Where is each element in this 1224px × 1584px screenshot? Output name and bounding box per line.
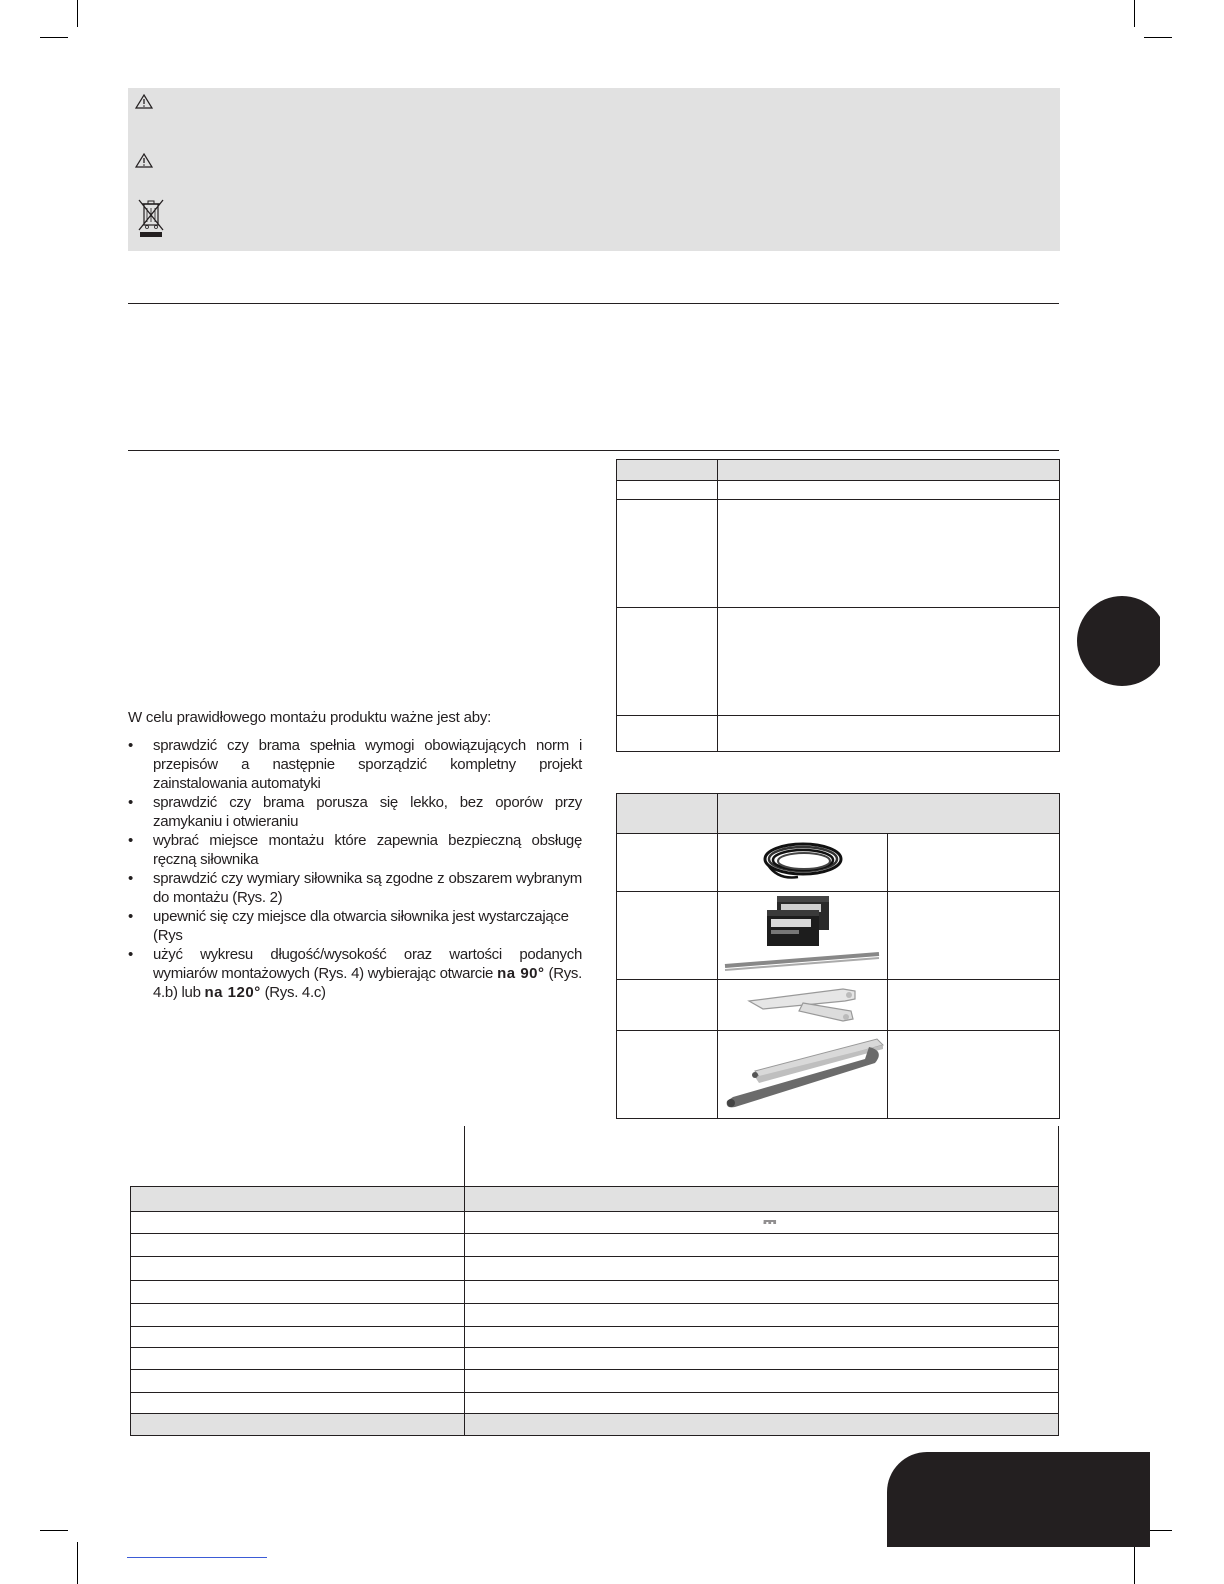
table-cell — [617, 794, 718, 834]
bullet: • — [128, 946, 133, 963]
crop-mark — [1134, 1542, 1135, 1584]
bullet: • — [128, 794, 133, 811]
sliding-arm-image — [719, 1031, 887, 1113]
table-cell — [131, 1370, 465, 1393]
table-cell — [888, 892, 1060, 980]
section-divider — [128, 450, 1059, 451]
table-cell — [617, 716, 718, 752]
table-cell — [718, 481, 1060, 500]
table-cell — [718, 834, 888, 892]
accessories-table — [616, 793, 1060, 1119]
table-cell — [718, 794, 1060, 834]
articulated-arm-image — [743, 981, 863, 1025]
table-cell — [465, 1212, 1059, 1234]
table-cell — [888, 1031, 1060, 1119]
requirements-list — [128, 736, 582, 1002]
bullet: • — [128, 908, 133, 925]
cable-coil-image — [758, 835, 848, 885]
table-cell — [718, 980, 888, 1031]
crop-mark — [77, 0, 78, 27]
page-number-tab — [887, 1452, 1150, 1547]
warning-triangle-icon — [135, 94, 153, 109]
table-cell — [131, 1212, 465, 1234]
section-divider — [128, 303, 1059, 304]
list-item: • wybrać miejsce montażu które zapewnia bezpieczną obsługę ręczną siłownika — [128, 832, 582, 868]
crop-mark — [40, 1530, 68, 1531]
list-item: • upewnić się czy miejsce dla otwarcia siłownika jest wystarczające (Rys — [128, 908, 569, 944]
table-cell — [465, 1187, 1059, 1212]
weee-crossed-bin-icon — [137, 198, 165, 238]
table-cell — [617, 1031, 718, 1119]
table-cell — [888, 834, 1060, 892]
table-cell — [131, 1414, 465, 1436]
table-cell — [617, 980, 718, 1031]
table-cell — [131, 1281, 465, 1304]
warning-triangle-icon — [135, 153, 153, 168]
list-item: • sprawdzić czy wymiary siłownika są zgodne z obszarem wybranym do montażu (Rys. 2) — [128, 870, 582, 906]
list-item: • sprawdzić czy brama porusza się lekko, bez oporów przy zamykaniu i otwieraniu — [128, 794, 582, 830]
table-cell — [888, 980, 1060, 1031]
table-cell — [131, 1257, 465, 1281]
list-item: • sprawdzić czy brama spełnia wymogi obowiązujących norm i przepisów a następnie sporządzić kompletny projekt zainstalowania automatyki — [128, 737, 582, 792]
footer-link[interactable] — [127, 1557, 267, 1558]
list-item: • użyć wykresu długość/wysokość oraz wartości podanych wymiarów montażowych (Rys. 4) wybierając otwarcie na 90° (Rys. 4.b) lub na 120° (Rys. 4.c) — [128, 946, 582, 1001]
table-divider — [464, 1126, 465, 1186]
table-cell — [465, 1281, 1059, 1304]
table-cell — [718, 608, 1060, 716]
table-cell — [718, 500, 1060, 608]
table-cell — [131, 1327, 465, 1348]
crop-mark — [77, 1542, 78, 1584]
warnings-box — [128, 88, 1060, 251]
table-cell — [131, 1304, 465, 1327]
table-cell — [131, 1234, 465, 1257]
table-cell — [617, 481, 718, 500]
battery-kit-image — [719, 892, 887, 974]
table-cell — [465, 1257, 1059, 1281]
table-cell — [617, 460, 718, 481]
table-cell — [718, 892, 888, 980]
table-cell — [465, 1370, 1059, 1393]
crop-mark — [40, 37, 68, 38]
product-table — [616, 459, 1060, 752]
table-cell — [131, 1348, 465, 1370]
table-cell — [465, 1393, 1059, 1414]
bullet: • — [128, 870, 133, 887]
table-cell — [465, 1414, 1059, 1436]
table-cell — [718, 460, 1060, 481]
table-cell — [131, 1187, 465, 1212]
table-cell — [617, 892, 718, 980]
specs-table — [130, 1186, 1059, 1436]
table-cell — [718, 716, 1060, 752]
table-cell — [131, 1393, 465, 1414]
dc-symbol: ⎓ — [763, 1212, 777, 1231]
table-cell — [617, 500, 718, 608]
bullet: • — [128, 832, 133, 849]
chapter-tab-circle — [1077, 596, 1167, 686]
crop-mark — [1134, 0, 1135, 27]
table-cell — [465, 1234, 1059, 1257]
installation-intro: W celu prawidłowego montażu produktu ważne jest aby: — [128, 709, 492, 726]
table-cell — [465, 1327, 1059, 1348]
table-divider — [1058, 1126, 1059, 1186]
bullet: • — [128, 737, 133, 754]
crop-mark — [1144, 37, 1172, 38]
table-cell — [617, 608, 718, 716]
table-cell — [617, 834, 718, 892]
table-cell — [718, 1031, 888, 1119]
table-cell — [465, 1348, 1059, 1370]
table-cell — [465, 1304, 1059, 1327]
